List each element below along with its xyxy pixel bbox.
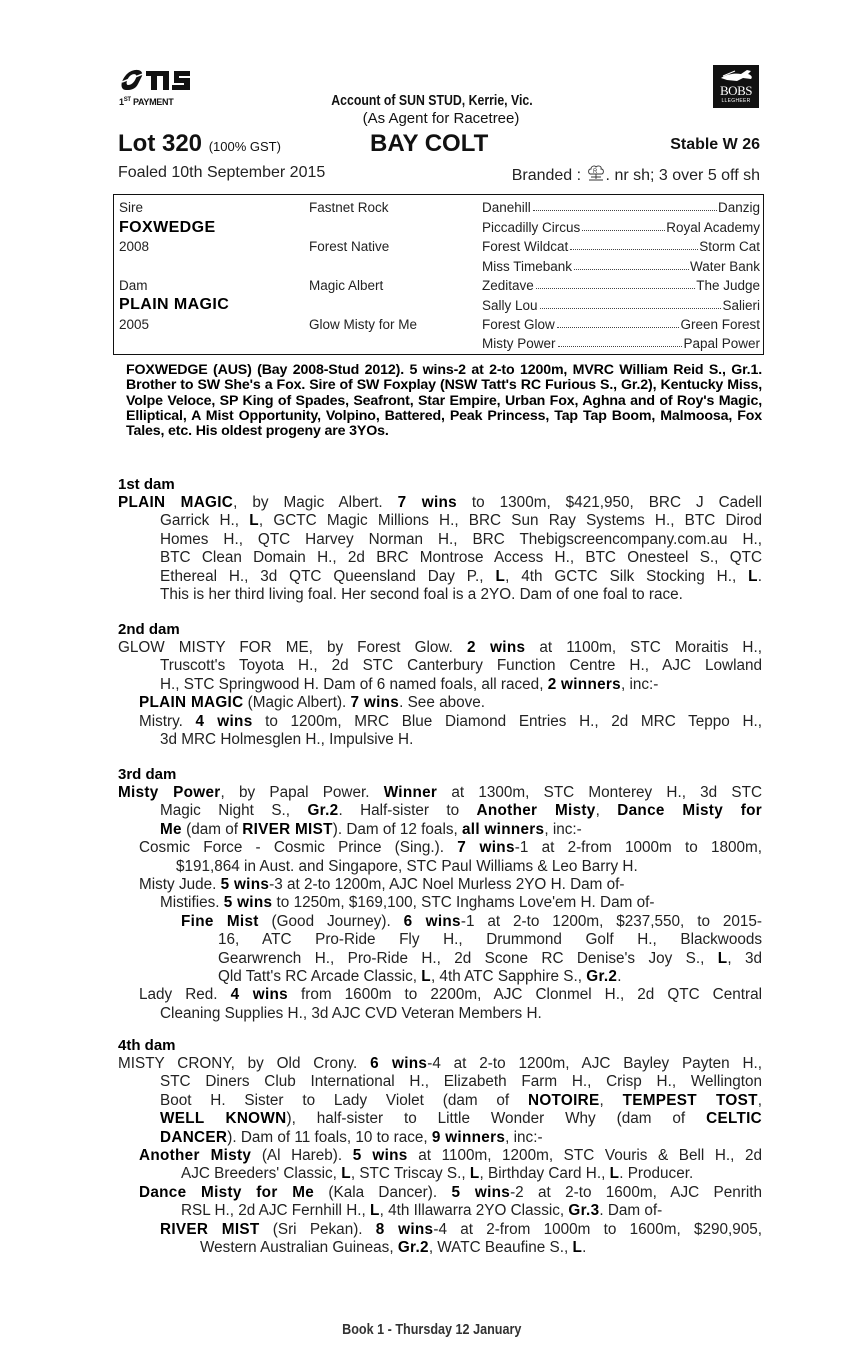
- text-line: Western Australian Guineas, Gr.2, WATC Beaufine S., L.: [200, 1239, 587, 1256]
- text-line: Me (dam of RIVER MIST). Dam of 12 foals, all winners, inc:-: [160, 820, 582, 838]
- gen3-row: Misty Power Papal Power: [482, 336, 760, 351]
- racehorse-icon: [713, 66, 759, 84]
- svg-text:R: R: [592, 169, 597, 175]
- text-line: Qld Tatt's RC Arcade Classic, L, 4th ATC Sapphire S., Gr.2.: [218, 968, 622, 985]
- gen3-row: Forest Wildcat Storm Cat: [482, 239, 760, 254]
- page-footer: Book 1 - Thursday 12 January: [342, 1321, 522, 1338]
- horse-sex-colour: BAY COLT: [370, 130, 489, 157]
- dam-label: Dam: [119, 278, 148, 293]
- text-line: Misty Jude. 5 wins-3 at 2-to 1200m, AJC Noel Murless 2YO H. Dam of-: [139, 876, 625, 893]
- logo-caption: 1ST PAYMENT: [119, 97, 174, 107]
- text-line: Cleaning Supplies H., 3d AJC CVD Veteran Members H.: [160, 1004, 542, 1022]
- text-line: Dance Misty for Me (Kala Dancer). 5 wins-2 at 2-to 1600m, AJC Penrith: [139, 1183, 762, 1201]
- text-line: Ethereal H., 3d QTC Queensland Day P., L, 4th GCTC Silk Stocking H., L.: [160, 567, 763, 585]
- sire-year: 2008: [119, 239, 150, 254]
- brand-mark-icon: [586, 164, 606, 182]
- sire-sire: Fastnet Rock: [309, 200, 389, 215]
- text-line: RIVER MIST (Sri Pekan). 8 wins-4 at 2-from 1000m to 1600m, $290,905,: [160, 1220, 762, 1238]
- foaling-date: Foaled 10th September 2015: [118, 164, 326, 181]
- text-line: This is her third living foal. Her second foal is a 2YO. Dam of one foal to race.: [160, 586, 683, 603]
- dam-year: 2005: [119, 317, 150, 332]
- lot-number: Lot 320 (100% GST): [118, 130, 281, 157]
- text-line: MISTY CRONY, by Old Crony. 6 wins-4 at 2-to 1200m, AJC Bayley Payten H.,: [118, 1055, 762, 1072]
- text-line: BTC Clean Domain H., 2d BRC Montrose Access H., BTC Onesteel S., QTC: [160, 549, 762, 567]
- brand-description: Branded : R . nr sh; 3 over 5 off sh: [470, 164, 760, 185]
- gen3-row: Miss Timebank Water Bank: [482, 259, 760, 274]
- text-line: PLAIN MAGIC (Magic Albert). 7 wins. See above.: [139, 694, 486, 712]
- vendor-name: Account of SUN STUD, Kerrie, Vic.: [331, 92, 533, 109]
- text-line: Homes H., QTC Harvey Norman H., BRC Thebigscreencompany.com.au H.,: [160, 530, 762, 548]
- text-line: GLOW MISTY FOR ME, by Forest Glow. 2 wins at 1100m, STC Moraitis H.,: [118, 639, 762, 656]
- text-line: H., STC Springwood H. Dam of 6 named foals, all raced, 2 winners, inc:-: [160, 675, 659, 693]
- gen3-row: Forest Glow Green Forest: [482, 317, 760, 332]
- sire-name: FOXWEDGE: [119, 219, 216, 236]
- section-title-1st-dam: 1st dam: [118, 476, 175, 493]
- text-line: Boot H. Sister to Lady Violet (dam of NOTOIRE, TEMPEST TOST,: [160, 1091, 763, 1109]
- text-line: 3d MRC Holmesglen H., Impulsive H.: [160, 731, 414, 748]
- text-line: Mistry. 4 wins to 1200m, MRC Blue Diamond Entries H., 2d MRC Teppo H.,: [139, 712, 762, 730]
- section-title-3rd-dam: 3rd dam: [118, 766, 177, 783]
- sire-summary: FOXWEDGE (AUS) (Bay 2008-Stud 2012). 5 wins-2 at 2-to 1200m, MVRC William Reid S., Gr.1. Brother to SW She's a Fox. Sire of SW Foxplay (NSW Tatt's RC Furious S., Gr.2), Kentucky Miss, Volpe Veloce, SP King of Spades, Seafront, Star Empire, Urban Fox, Aghna and of Roy's Magic, Elliptical, A Mist Opportunity, Volpino, Battered, Peak Princess, Tap Tap Boom, Malmoosa, Fox Tales, etc. His oldest progeny are 3YOs.: [126, 362, 762, 440]
- bobs-logo: BOBS LLEGHEER: [713, 65, 759, 108]
- gen3-row: Piccadilly Circus Royal Academy: [482, 220, 760, 235]
- gen3-row: Sally Lou Salieri: [482, 298, 760, 313]
- section-title-4th-dam: 4th dam: [118, 1037, 176, 1054]
- text-line: Lady Red. 4 wins from 1600m to 2200m, AJC Clonmel H., 2d QTC Central: [139, 986, 762, 1004]
- agent-note: (As Agent for Racetree): [362, 110, 520, 127]
- gen3-row: Zeditave The Judge: [482, 278, 760, 293]
- text-line: STC Diners Club International H., Elizabeth Farm H., Crisp H., Wellington: [160, 1073, 762, 1091]
- dam-sire: Magic Albert: [309, 278, 384, 293]
- text-line: DANCER). Dam of 11 foals, 10 to race, 9 winners, inc:-: [160, 1128, 543, 1146]
- sire-dam: Forest Native: [309, 239, 390, 254]
- dam-dam: Glow Misty for Me: [309, 317, 418, 332]
- text-line: Another Misty (Al Hareb). 5 wins at 1100m, 1200m, STC Vouris & Bell H., 2d: [139, 1147, 763, 1164]
- text-line: $191,864 in Aust. and Singapore, STC Paul Williams & Leo Barry H.: [176, 857, 638, 875]
- text-line: Misty Power, by Papal Power. Winner at 1300m, STC Monterey H., 3d STC: [118, 784, 762, 801]
- text-line: PLAIN MAGIC, by Magic Albert. 7 wins to 1300m, $421,950, BRC J Cadell: [118, 494, 762, 511]
- pedigree-table: [113, 194, 764, 355]
- sire-label: Sire: [119, 200, 144, 215]
- text-line: WELL KNOWN), half-sister to Little Wonder Why (dam of CELTIC: [160, 1110, 762, 1128]
- text-line: 16, ATC Pro-Ride Fly H., Drummond Golf H., Blackwoods: [218, 931, 762, 949]
- gen3-row: Danehill Danzig: [482, 200, 760, 215]
- gst-note: (100% GST): [208, 139, 281, 154]
- dam-name: PLAIN MAGIC: [119, 296, 230, 313]
- text-line: Mistifies. 5 wins to 1250m, $169,100, STC Inghams Love'em H. Dam of-: [160, 894, 655, 912]
- text-line: Garrick H., L, GCTC Magic Millions H., BRC Sun Ray Systems H., BTC Dirod: [160, 512, 763, 530]
- text-line: RSL H., 2d AJC Fernhill H., L, 4th Illawarra 2YO Classic, Gr.3. Dam of-: [181, 1202, 663, 1220]
- text-line: Magic Night S., Gr.2. Half-sister to Another Misty, Dance Misty for: [160, 802, 763, 820]
- text-line: Fine Mist (Good Journey). 6 wins-1 at 2-to 1200m, $237,550, to 2015-: [181, 912, 762, 930]
- text-line: AJC Breeders' Classic, L, STC Triscay S., L, Birthday Card H., L. Producer.: [181, 1165, 694, 1183]
- stable-number: Stable W 26: [670, 136, 760, 153]
- text-line: Gearwrench H., Pro-Ride H., 2d Scone RC Denise's Joy S., L, 3d: [218, 949, 762, 967]
- text-line: Truscott's Toyota H., 2d STC Canterbury Function Centre H., AJC Lowland: [160, 657, 762, 675]
- section-title-2nd-dam: 2nd dam: [118, 621, 180, 638]
- text-line: Cosmic Force - Cosmic Prince (Sing.). 7 wins-1 at 2-from 1000m to 1800m,: [139, 839, 763, 857]
